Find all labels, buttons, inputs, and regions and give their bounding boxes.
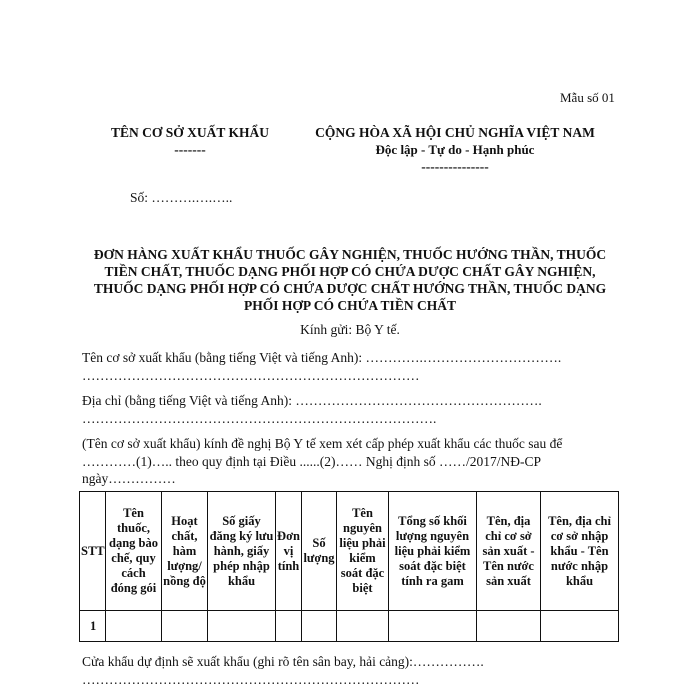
header-manufacturer: Tên, địa chỉ cơ sở sản xuất - Tên nước sản xuất [477, 492, 541, 611]
title-line: ĐƠN HÀNG XUẤT KHẨU THUỐC GÂY NGHIỆN, THUỐC HƯỚNG THẦN, THUỐC [93, 247, 607, 262]
exporter-name-line: Tên cơ sở xuất khẩu (bằng tiếng Việt và tiếng Anh): ………….…………………………. [82, 350, 562, 365]
form-number: Mẫu số 01 [560, 90, 615, 105]
address-line: Địa chỉ (bằng tiếng Việt và tiếng Anh): ………………………………………………. [82, 393, 542, 408]
header-quantity: Số lượng [302, 492, 337, 611]
table-header-row [80, 492, 619, 611]
cell-unit [276, 611, 302, 642]
national-title: CỘNG HÒA XÃ HỘI CHỦ NGHĨA VIỆT NAM [315, 125, 595, 140]
header-divider-right: --------------- [421, 159, 489, 174]
header-stt: STT [80, 492, 106, 611]
cell-stt: 1 [80, 611, 106, 642]
exporter-header [90, 124, 290, 158]
cell-quantity [302, 611, 337, 642]
border-gate-line: Cửa khẩu dự định sẽ xuất khẩu (ghi rõ tên sân bay, hải cảng):……………. [82, 654, 484, 669]
legal-basis-line: …………(1)….. theo quy định tại Điều ......(2)…… Nghị định số ……/2017/NĐ-CP [82, 454, 541, 469]
exporter-name-continuation: ………………………………………………………………… [82, 368, 420, 383]
address-continuation: ……………………………………………………………………. [82, 411, 437, 426]
exporter-name-placeholder: TÊN CƠ SỞ XUẤT KHẨU [110, 125, 270, 140]
document-title [70, 246, 630, 314]
addressee: Kính gửi: Bộ Y tế. [300, 322, 400, 337]
header-active-ingredient: Hoạt chất, hàm lượng/ nồng độ [162, 492, 208, 611]
header-registration-number: Số giấy đăng ký lưu hành, giấy phép nhập khẩu [208, 492, 276, 611]
border-gate-continuation: ………………………………………………………………… [82, 672, 420, 687]
date-line: ngày…………… [82, 471, 176, 486]
header-importer: Tên, địa chỉ cơ sở nhập khẩu - Tên nước nhập khẩu [541, 492, 619, 611]
title-line: PHỐI HỢP CÓ CHỨA TIỀN CHẤT [244, 298, 456, 313]
drug-export-table [79, 491, 619, 642]
header-unit: Đơn vị tính [276, 492, 302, 611]
header-controlled-material: Tên nguyên liệu phải kiểm soát đặc biệt [337, 492, 389, 611]
title-line: TIỀN CHẤT, THUỐC DẠNG PHỐI HỢP CÓ CHỨA DƯỢC CHẤT GÂY NGHIỆN, [104, 264, 596, 279]
table-row [80, 611, 619, 642]
document-number: Số: ……….….….. [130, 190, 233, 205]
national-header [290, 124, 620, 175]
title-line: THUỐC DẠNG PHỐI HỢP CÓ CHỨA DƯỢC CHẤT HƯỚNG THẦN, THUỐC DẠNG [93, 281, 607, 296]
cell-manufacturer [477, 611, 541, 642]
header-total-weight: Tổng số khối lượng nguyên liệu phải kiểm soát đặc biệt tính ra gam [389, 492, 477, 611]
cell-controlled-material [337, 611, 389, 642]
national-motto: Độc lập - Tự do - Hạnh phúc [375, 142, 535, 157]
cell-total-weight [389, 611, 477, 642]
cell-importer [541, 611, 619, 642]
cell-registration-number [208, 611, 276, 642]
cell-active-ingredient [162, 611, 208, 642]
header-drug-name: Tên thuốc, dạng bào chế, quy cách đóng gói [106, 492, 162, 611]
header-divider-left: ------- [174, 142, 206, 157]
request-line: (Tên cơ sở xuất khẩu) kính đề nghị Bộ Y tế xem xét cấp phép xuất khẩu các thuốc sau để [82, 436, 563, 451]
cell-drug-name [106, 611, 162, 642]
